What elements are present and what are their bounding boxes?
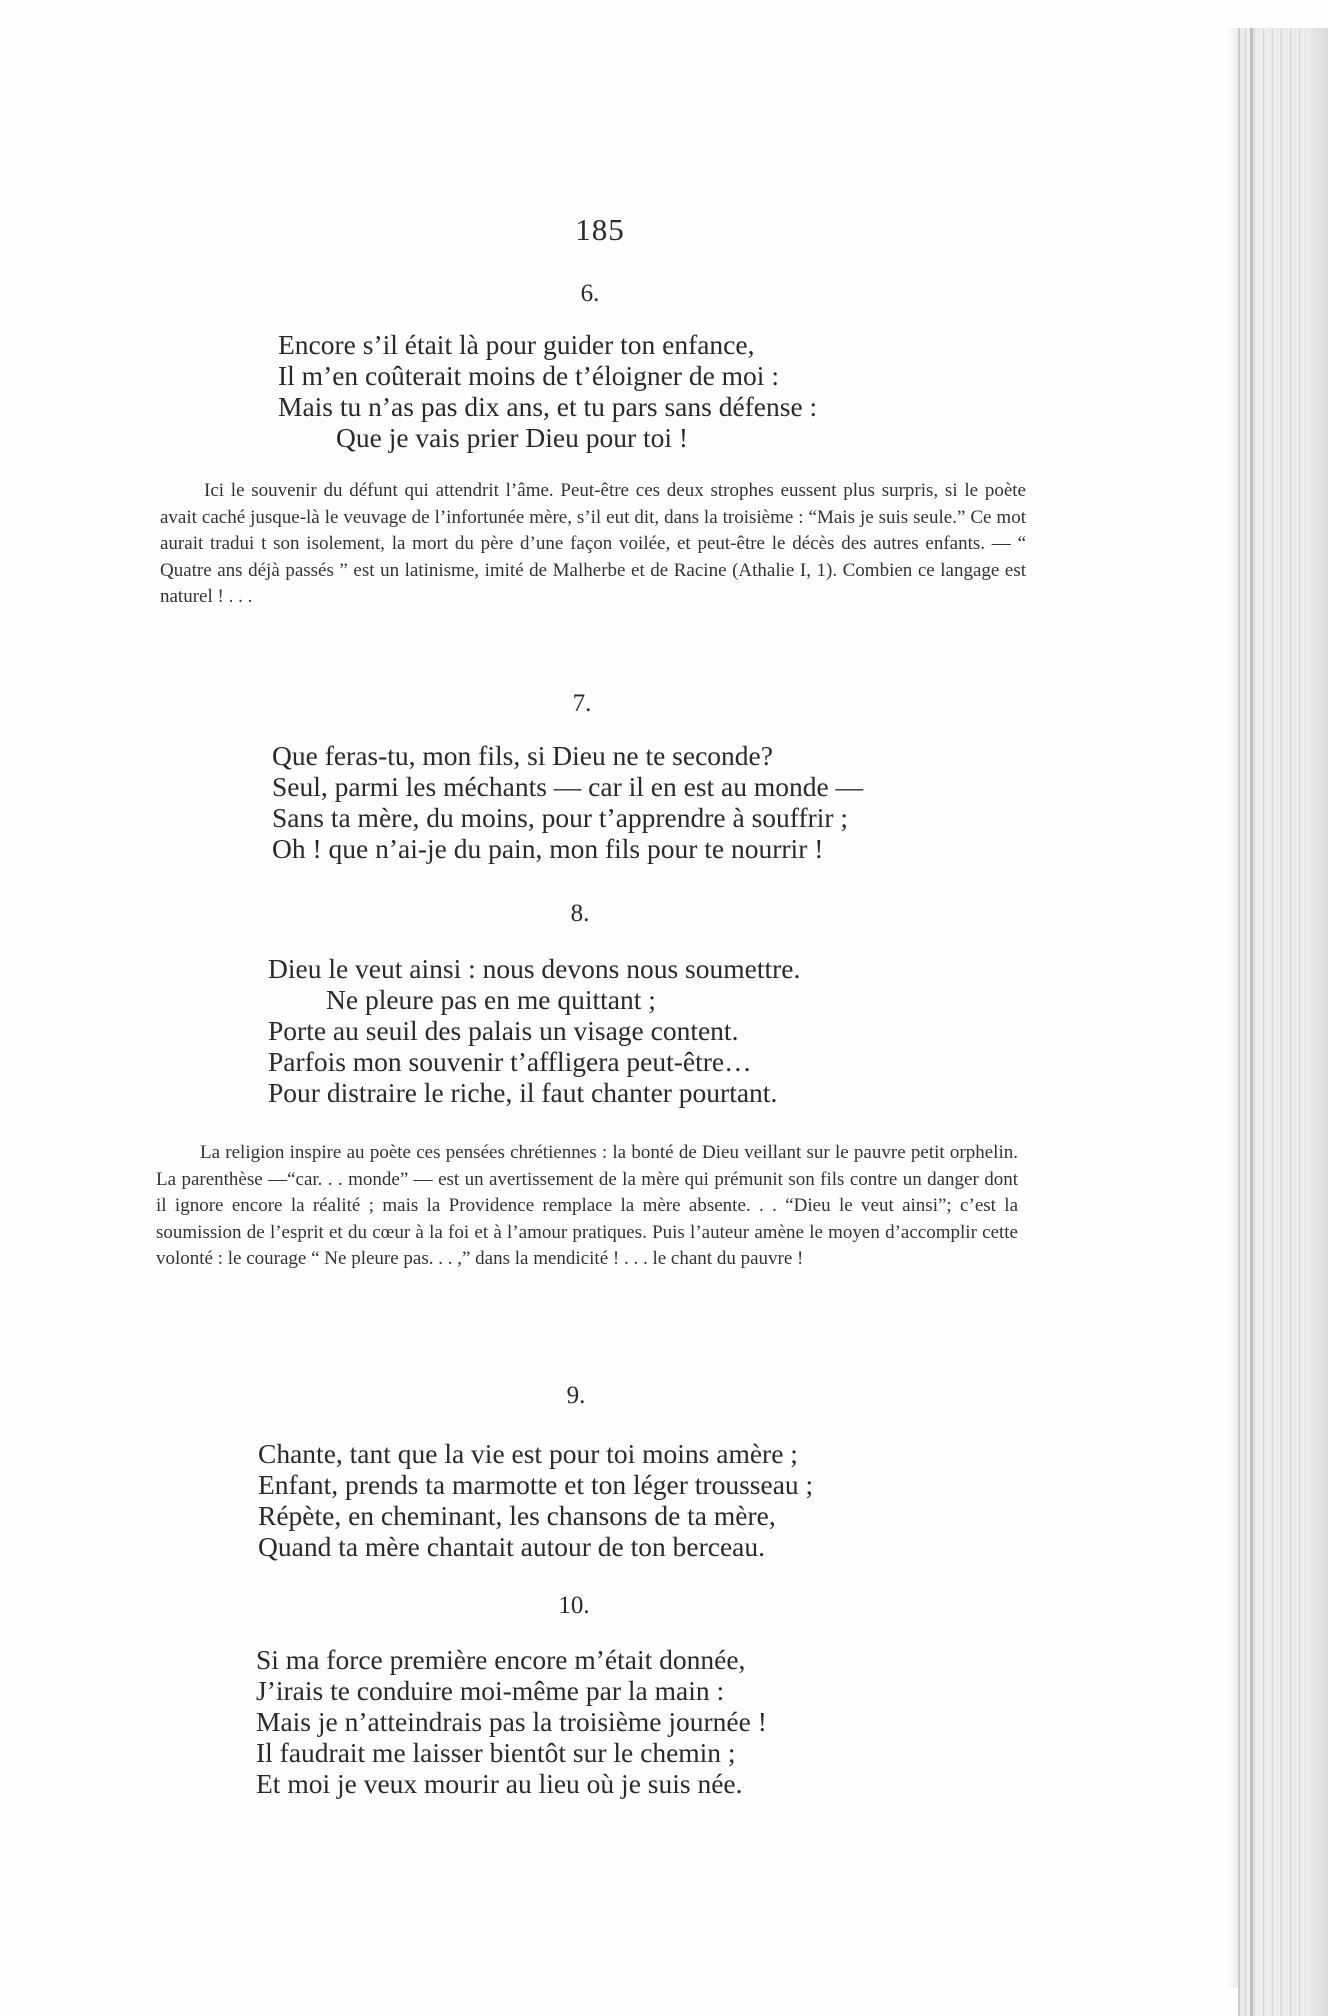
stanza-9: [258, 1438, 813, 1562]
stanza-8: [268, 953, 800, 1108]
verse-line: Enfant, prends ta marmotte et ton léger trousseau ;: [258, 1469, 814, 1500]
verse-line: J’irais te conduire moi-même par la main :: [256, 1675, 725, 1706]
stanza-10: [256, 1644, 767, 1799]
verse-line: Que feras-tu, mon fils, si Dieu ne te seconde?: [272, 740, 773, 771]
verse-line: Répète, en cheminant, les chansons de ta mère,: [258, 1500, 776, 1531]
stanza-number: 9.: [566, 1382, 586, 1409]
stanza-number: 6.: [580, 280, 600, 307]
verse-line: Porte au seuil des palais un visage content.: [268, 1015, 739, 1046]
verse-line: Que je vais prier Dieu pour toi !: [336, 422, 689, 453]
verse-line: Parfois mon souvenir t’affligera peut-être…: [268, 1046, 752, 1077]
stanza-6: [278, 329, 817, 453]
verse-line: Quand ta mère chantait autour de ton berceau.: [258, 1531, 765, 1562]
verse-line: Si ma force première encore m’était donnée,: [256, 1644, 746, 1675]
verse-line: Ne pleure pas en me quittant ;: [326, 984, 656, 1015]
verse-line: Encore s’il était là pour guider ton enfance,: [278, 329, 755, 360]
commentary-note: [160, 478, 1026, 611]
stanza-number: 7.: [572, 690, 592, 717]
verse-line: Mais je n’atteindrais pas la troisième journée !: [256, 1706, 767, 1737]
verse-line: Oh ! que n’ai-je du pain, mon fils pour te nourrir !: [272, 833, 824, 864]
note-text: Ici le souvenir du défunt qui attendrit l’âme. Peut-être ces deux strophes eussent plus surpris, si le poète avait caché jusque-là le veuvage de l’infortunée mère, s’il eut dit, dans la troisième : “Mais je suis seule.” Ce mot aurait tradui t son isolement, la mort du père d’une façon voilée, et peut-être le décès des autres enfants. — “ Quatre ans déjà passés ” est un latinisme, imité de Malherbe et de Racine (Athalie I, 1). Combien ce langage est naturel ! . . .: [160, 480, 1026, 607]
verse-line: Sans ta mère, du moins, pour t’apprendre à souffrir ;: [272, 802, 849, 833]
verse-line: Et moi je veux mourir au lieu où je suis née.: [256, 1768, 743, 1799]
book-page-edges: [1238, 28, 1328, 2016]
verse-line: Chante, tant que la vie est pour toi moins amère ;: [258, 1438, 798, 1469]
verse-line: Il faudrait me laisser bientôt sur le chemin ;: [256, 1737, 736, 1768]
stanza-number: 10.: [558, 1592, 590, 1619]
verse-line: Seul, parmi les méchants — car il en est au monde —: [272, 771, 864, 802]
verse-line: Pour distraire le riche, il faut chanter pourtant.: [268, 1077, 778, 1108]
page-number: 185: [575, 212, 625, 247]
note-text: La religion inspire au poète ces pensées chrétiennes : la bonté de Dieu veillant sur le pauvre petit orphelin. La parenthèse —“car. . . monde” — est un avertissement de la mère qui prémunit son fils contre un danger dont il ignore encore la réalité ; mais la Providence remplace la mère absente. . . “Dieu le veut ainsi”; c’est la soumission de l’esprit et du cœur à la foi et à l’amour pratiques. Puis l’auteur amène le moyen d’accomplir cette volonté : le courage “ Ne pleure pas. . . ,” dans la mendicité ! . . . le chant du pauvre !: [156, 1142, 1018, 1269]
verse-line: Dieu le veut ainsi : nous devons nous soumettre.: [268, 953, 801, 984]
verse-line: Il m’en coûterait moins de t’éloigner de moi :: [278, 360, 779, 391]
commentary-note: [156, 1140, 1018, 1273]
verse-line: Mais tu n’as pas dix ans, et tu pars sans défense :: [278, 391, 818, 422]
stanza-7: [272, 740, 863, 864]
stanza-number: 8.: [570, 900, 590, 927]
